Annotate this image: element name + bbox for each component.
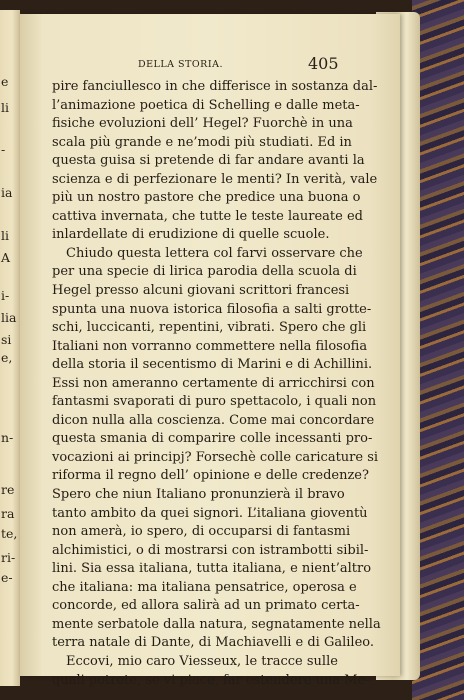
text-line: alchimistici, o di mostrarsi con istrambotti sibil- — [52, 542, 369, 558]
text-line: riforma il regno dell’ opinione e delle credenze? — [52, 468, 369, 484]
text-line: che italiana: ma italiana pensatrice, operosa e — [52, 579, 357, 595]
left-page — [0, 10, 20, 686]
text-line: questa guisa si pretende di far andare avanti la — [52, 153, 365, 169]
left-page-fragment: re — [1, 482, 15, 497]
text-line: pire fanciullesco in che differisce in sostanza dal- — [52, 79, 378, 94]
left-page-fragment: lia — [1, 310, 17, 325]
text-line: terra natale di Dante, di Machiavelli e di Galileo. — [52, 635, 374, 651]
body-text — [52, 78, 381, 690]
text-line: Essi non ameranno certamente di arricchirsi con — [52, 375, 375, 391]
text-line: lini. Sia essa italiana, tutta italiana, e nient’altro — [52, 561, 372, 577]
left-page-fragment: te, — [1, 526, 18, 541]
text-line: Chiudo questa lettera col farvi osservare che — [66, 245, 363, 261]
text-line: scienza e di perfezionare le menti? In verità, vale — [52, 171, 378, 187]
text-line: cattiva invernata, che tutte le teste laureate ed — [52, 208, 363, 224]
text-line: tanto ambito da quei signori. L’italiana gioventù — [52, 505, 368, 521]
left-page-fragment: i- — [1, 288, 10, 303]
paragraph — [52, 78, 378, 245]
text-line: vocazioni ai principj? Forsechè colle caricature si — [52, 449, 379, 465]
text-line: inlardellate di erudizione di quelle scuole. — [52, 227, 330, 243]
left-page-fragment: A — [1, 250, 11, 265]
left-page-fragment: li — [1, 228, 9, 243]
left-page-fragment: ia — [1, 185, 13, 200]
left-page-fragment: e — [1, 74, 9, 89]
text-line: questa smania di comparire colle incessanti pro- — [52, 431, 373, 447]
text-line: Spero che niun Italiano pronunzierà il bravo — [52, 487, 345, 503]
running-header: DELLA STORIA. — [138, 59, 223, 70]
text-line: scala più grande e ne’modi più studiati. Ed in — [52, 134, 352, 150]
text-line: più un nostro pastore che predice una buona o — [52, 190, 361, 206]
left-page-fragment: e, — [1, 350, 13, 365]
text-line: l’animazione poetica di Schelling e dalle meta- — [52, 97, 360, 113]
paragraph — [52, 653, 370, 690]
paragraph — [52, 245, 381, 653]
left-page-fragment: ra — [1, 506, 15, 521]
text-line: della storia il secentismo di Marini e di Achillini. — [52, 357, 373, 373]
left-page-fragment: e- — [1, 570, 13, 585]
text-line: spunta una nuova istorica filosofia a salti grotte- — [52, 301, 372, 317]
left-page-fragment: n- — [1, 430, 14, 445]
text-line: concorde, ed allora salirà ad un primato certa- — [52, 598, 360, 614]
text-line: Eccovi, mio caro Viesseux, le tracce sulle — [66, 653, 338, 669]
left-page-fragment: li — [1, 100, 9, 115]
text-line: mente serbatole dalla natura, segnatamente nella — [52, 616, 381, 632]
text-line: fisiche evoluzioni dell’ Hegel? Fuorchè in una — [52, 116, 353, 132]
left-page-fragment: - — [1, 142, 6, 157]
text-line: Italiani non vorranno commettere nella filosofia — [52, 338, 368, 354]
text-line: fantasmi svaporati di puro spettacolo, i quali non — [52, 394, 377, 410]
text-line: dicon nulla alla coscienza. Come mai concordare — [52, 412, 375, 428]
page-number: 405 — [308, 54, 339, 73]
left-page-fragment: ri- — [1, 550, 16, 565]
left-page-fragment: si — [1, 332, 12, 347]
text-line: quali potrete, se vi piace, far estendere una Me- — [52, 672, 370, 688]
text-line: Hegel presso alcuni giovani scrittori francesi — [52, 283, 350, 299]
text-line: non amerà, io spero, di occuparsi di fantasmi — [52, 524, 351, 540]
text-line: per una specie di lirica parodia della scuola di — [52, 264, 357, 280]
text-line: schi, luccicanti, repentini, vibrati. Spero che gli — [52, 320, 367, 336]
book-page — [20, 14, 400, 688]
